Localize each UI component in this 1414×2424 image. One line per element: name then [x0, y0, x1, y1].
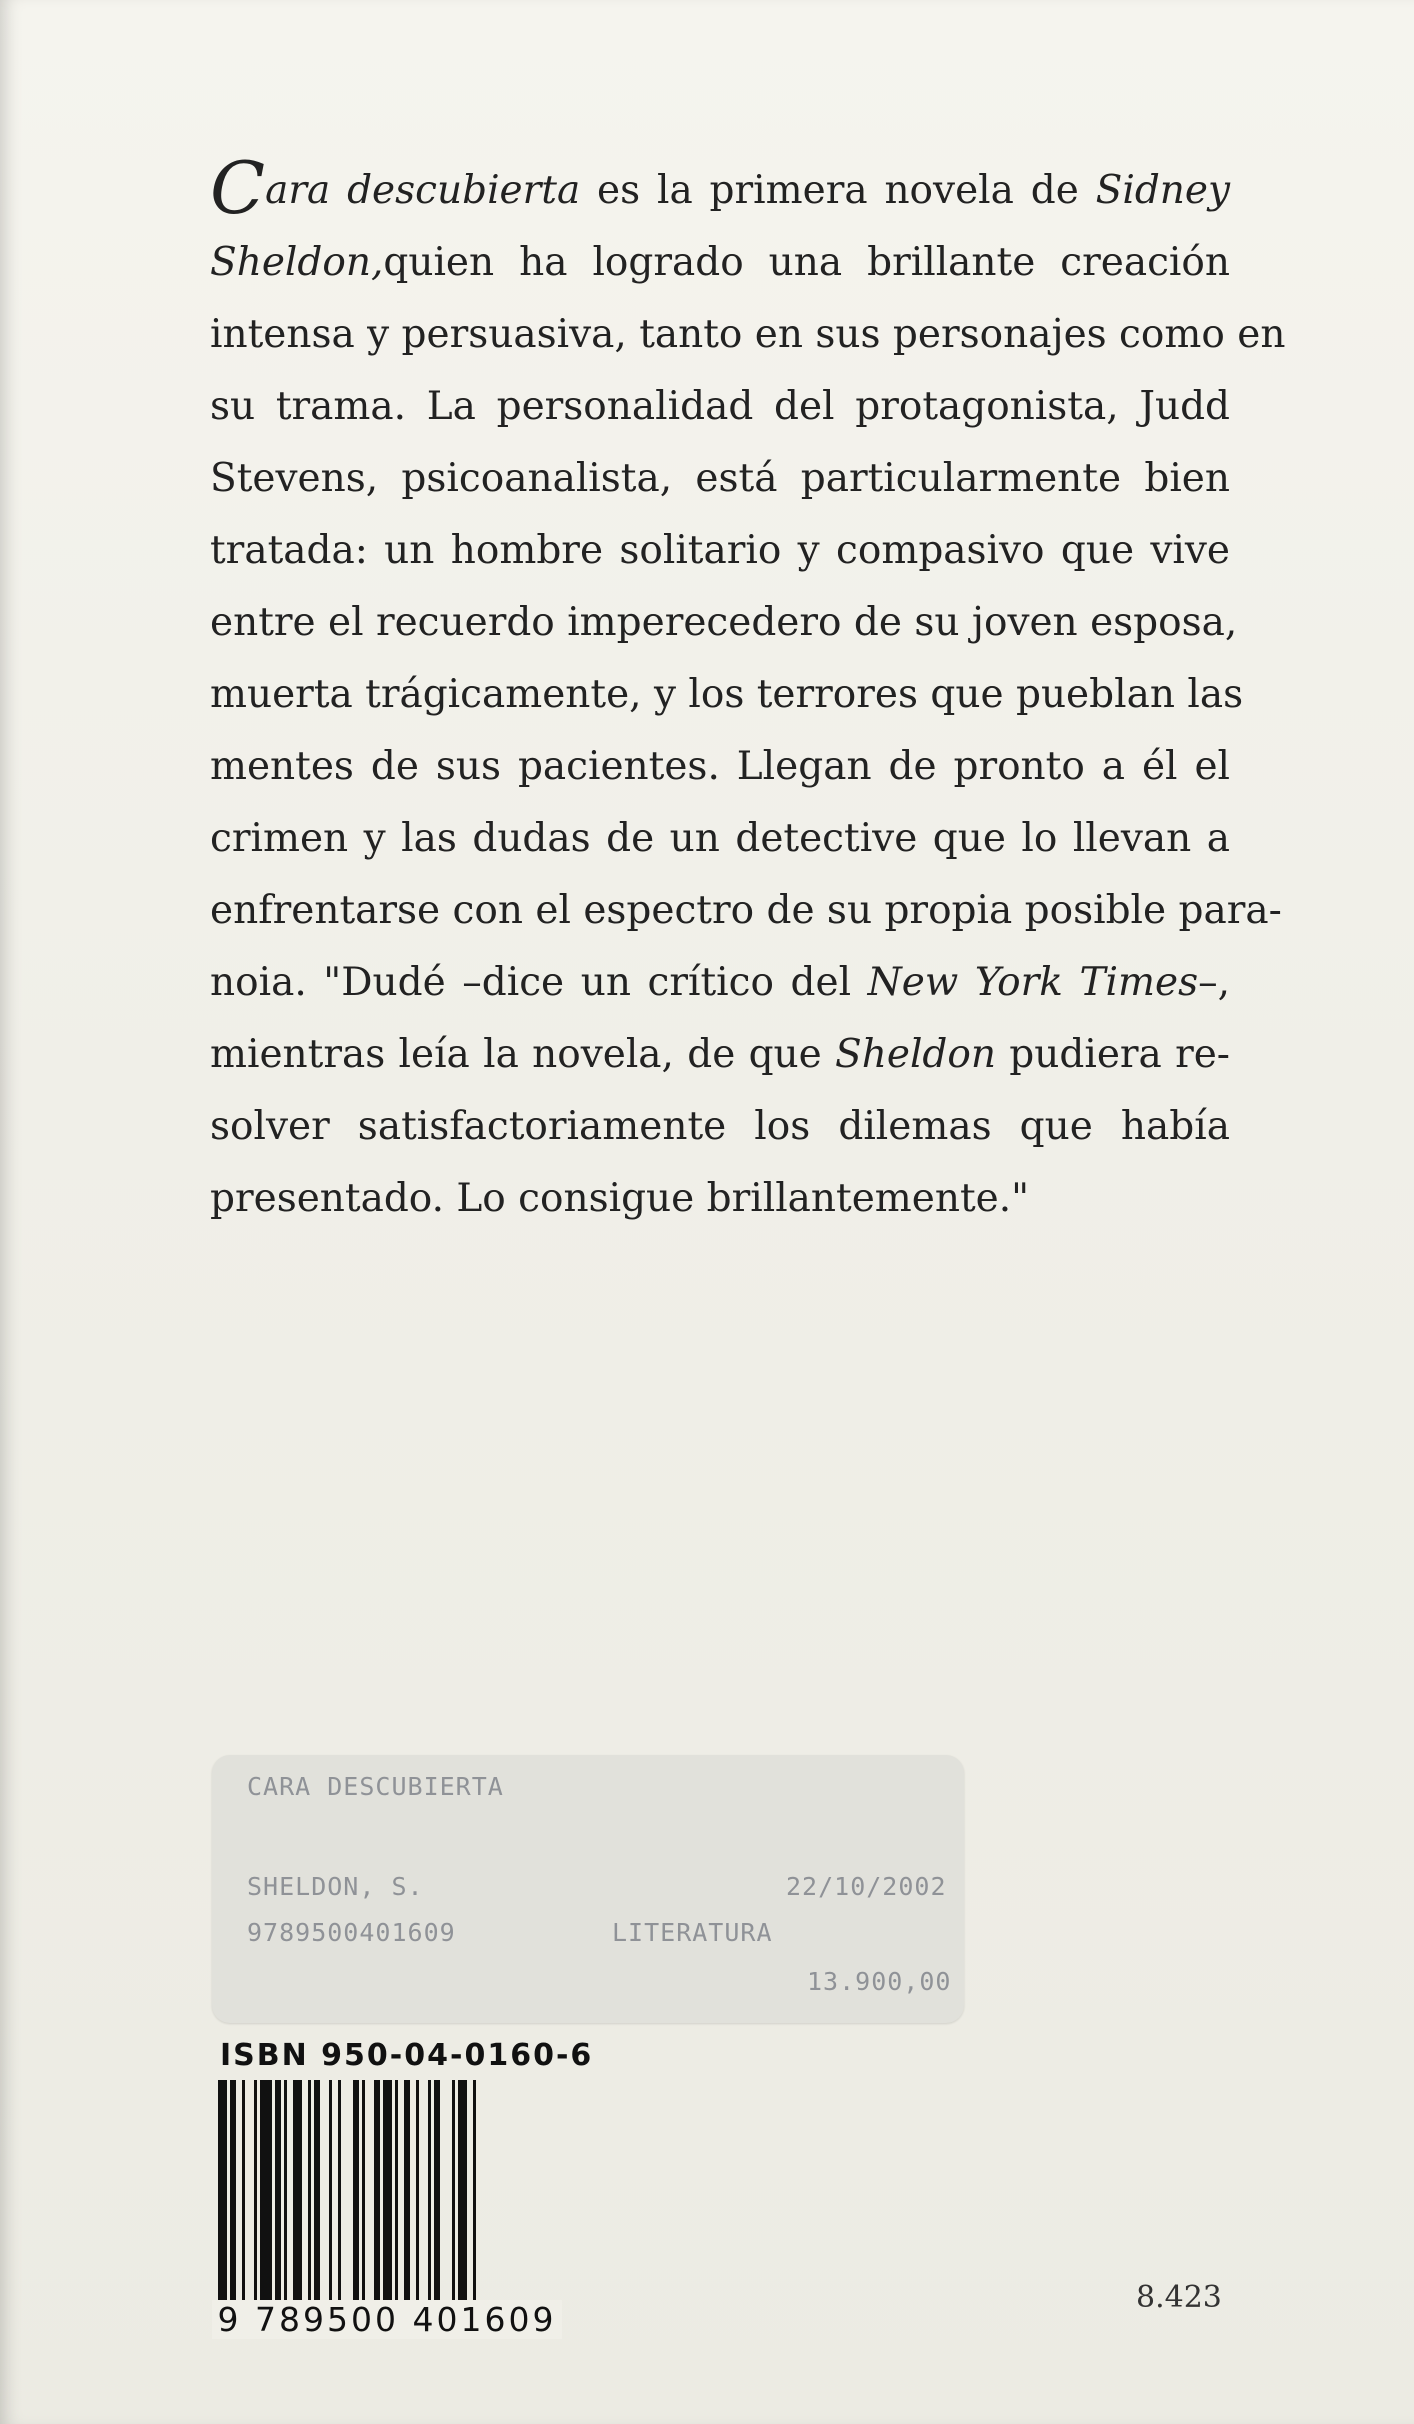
- reference-number: 8.423: [1136, 2280, 1222, 2315]
- price-sticker: [212, 1755, 964, 2023]
- synopsis-line: solver satisfactoriamente los dilemas que había: [210, 1104, 1230, 1149]
- synopsis-line: mentes de sus pacientes. Llegan de pronto a él el: [210, 744, 1230, 789]
- author-name-italic: Sidney: [1095, 168, 1231, 213]
- synopsis-line: intensa y persuasiva, tanto en sus personajes como en: [210, 312, 1286, 357]
- synopsis-line: mientras leía la novela, de que Sheldon pudiera re-: [210, 1032, 1230, 1077]
- synopsis-line: crimen y las dudas de un detective que lo llevan a: [210, 816, 1230, 861]
- sticker-code: 9789500401609: [247, 1918, 456, 1947]
- isbn-label: ISBN 950-04-0160-6: [220, 2038, 594, 2073]
- sticker-author: SHELDON, S.: [247, 1872, 424, 1901]
- barcode-number: 9 789500 401609: [212, 2300, 562, 2339]
- synopsis-line: enfrentarse con el espectro de su propia posible para-: [210, 888, 1282, 933]
- author-name-italic: Sheldon: [835, 1032, 996, 1077]
- synopsis-line: Cara descubierta es la primera novela de Sidney: [210, 146, 1231, 230]
- author-name-italic: Sheldon,: [210, 240, 384, 285]
- sticker-date: 22/10/2002: [786, 1872, 947, 1901]
- drop-cap: C: [210, 146, 266, 230]
- synopsis-line: noia. "Dudé –dice un crítico del New York Times–,: [210, 960, 1230, 1005]
- synopsis-line: Stevens, psicoanalista, está particularmente bien: [210, 456, 1230, 501]
- sticker-price: 13.900,00: [807, 1967, 952, 1996]
- synopsis-line: muerta trágicamente, y los terrores que pueblan las: [210, 672, 1244, 717]
- synopsis-text: [210, 146, 1286, 1235]
- sticker-section: LITERATURA: [612, 1918, 773, 1947]
- book-title-italic: ara descubierta: [265, 168, 581, 213]
- synopsis-line: Sheldon,quien ha logrado una brillante creación: [210, 240, 1230, 285]
- sticker-title: CARA DESCUBIERTA: [247, 1772, 504, 1801]
- synopsis-line: tratada: un hombre solitario y compasivo que vive: [210, 528, 1230, 573]
- synopsis-line: su trama. La personalidad del protagonista, Judd: [210, 384, 1230, 429]
- barcode-icon: [212, 2080, 562, 2330]
- synopsis-line: presentado. Lo consigue brillantemente.": [210, 1176, 1030, 1221]
- newspaper-name-italic: New York Times: [867, 960, 1199, 1005]
- synopsis-line: entre el recuerdo imperecedero de su joven esposa,: [210, 600, 1238, 645]
